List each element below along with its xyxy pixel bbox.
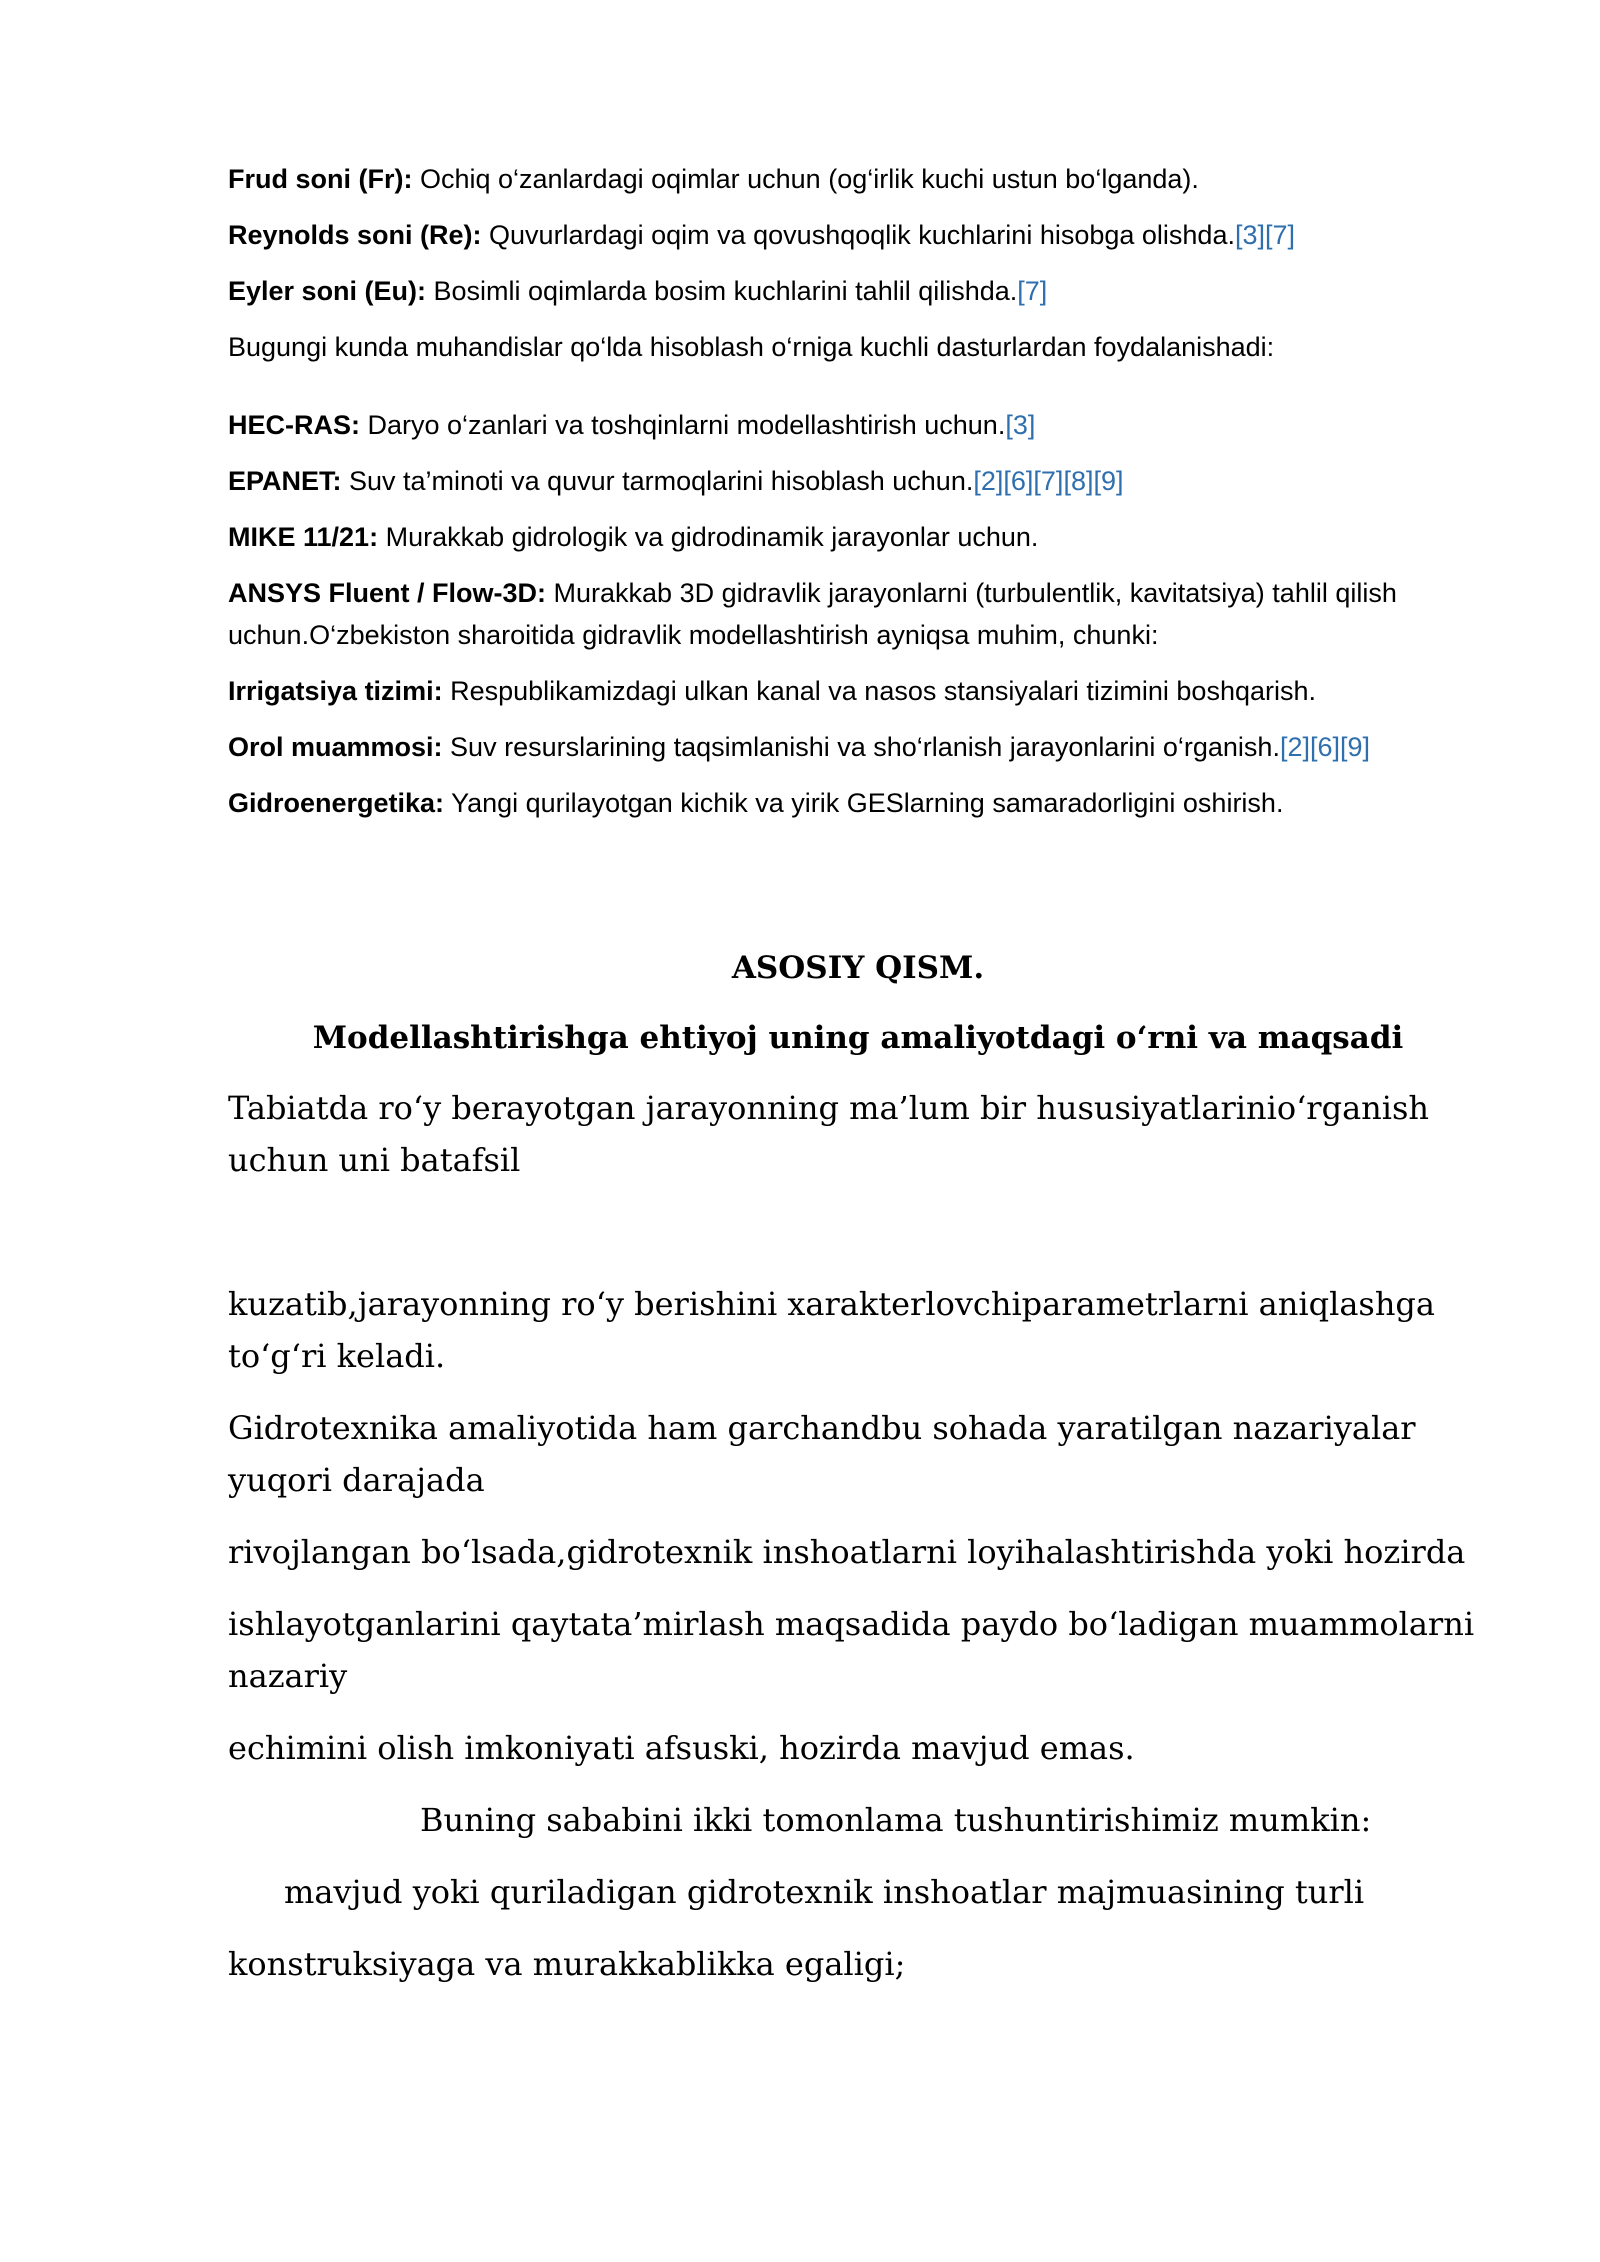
body-paragraph: ishlayotganlarini qaytata’mirlash maqsadida paydo bo‘ladigan muammolarni nazariy [228, 1605, 1475, 1695]
item-term: Gidroenergetika: [228, 788, 445, 818]
section-subheading: Modellashtirishga ehtiyoj uning amaliyotdagi o‘rni va maqsadi [312, 1020, 1404, 1056]
citation-link[interactable]: [2] [973, 466, 1004, 496]
body-paragraph: kuzatib,jarayonning ro‘y berishini xarakterlovchiparametrlarni aniqlashga to‘g‘ri keladi. [228, 1285, 1435, 1375]
citation-link[interactable]: [6] [1309, 732, 1341, 762]
item-text: Murakkab 3D gidravlik jarayonlarni (turbulentlik, kavitatsiya) tahlil qilish uchun.O‘zbekiston sharoitida gidravlik modellashtirish ayniqsa muhim, chunki: [228, 578, 1397, 650]
item-irrigation [228, 670, 1488, 712]
item-text: Yangi qurilayotgan kichik va yirik GESlarning samaradorligini oshirish. [444, 788, 1284, 818]
item-text: Suv ta’minoti va quvur tarmoqlarini hisoblash uchun. [341, 466, 974, 496]
citation-link[interactable]: [8] [1063, 466, 1094, 496]
item-term: Orol muammosi: [228, 732, 443, 762]
body-paragraph: rivojlangan bo‘lsada,gidrotexnik inshoatlarni loyihalashtirishda yoki hozirda [228, 1533, 1466, 1571]
item-text: Respublikamizdagi ulkan kanal va nasos stansiyalari tizimini boshqarish. [442, 676, 1317, 706]
citation-link[interactable]: [6] [1003, 466, 1034, 496]
citation-link[interactable]: [7] [1033, 466, 1064, 496]
item-text: Murakkab gidrologik va gidrodinamik jarayonlar uchun. [378, 522, 1039, 552]
item-text: Ochiq o‘zanlardagi oqimlar uchun (og‘irlik kuchi ustun bo‘lganda). [412, 164, 1199, 194]
item-froude [228, 158, 1488, 200]
citation-link[interactable]: [9] [1093, 466, 1124, 496]
software-intro: Bugungi kunda muhandislar qo‘lda hisoblash o‘rniga kuchli dasturlardan foydalanishadi: [228, 332, 1275, 362]
body-paragraph: Gidrotexnika amaliyotida ham garchandbu sohada yaratilgan nazariyalar yuqori darajada [228, 1409, 1416, 1499]
item-hydropower [228, 782, 1488, 824]
item-term: Eyler soni (Eu): [228, 276, 427, 306]
item-text: Suv resurslarining taqsimlanishi va sho‘rlanish jarayonlarini o‘rganish. [442, 732, 1280, 762]
item-text: Quvurlardagi oqim va qovushqoqlik kuchlarini hisobga olishda. [481, 220, 1235, 250]
item-euler [228, 270, 1488, 312]
item-term: Reynolds soni (Re): [228, 220, 482, 250]
item-term: ANSYS Fluent / Flow-3D: [228, 578, 547, 608]
citation-link[interactable]: [9] [1340, 732, 1371, 762]
citation-link[interactable]: [7] [1265, 220, 1296, 250]
citation-link[interactable]: [2] [1279, 732, 1310, 762]
item-reynolds [228, 214, 1488, 256]
item-text: Bosimli oqimlarda bosim kuchlarini tahlil qilishda. [426, 276, 1018, 306]
item-term: HEC-RAS: [228, 410, 360, 440]
body-paragraph: echimini olish imkoniyati afsuski, hozirda mavjud emas. [228, 1729, 1135, 1767]
item-epanet [228, 460, 1488, 502]
citation-link[interactable]: [3] [1234, 220, 1265, 250]
item-term: Irrigatsiya tizimi: [228, 676, 443, 706]
item-hec-ras [228, 404, 1488, 446]
item-text: Daryo o‘zanlari va toshqinlarni modellashtirish uchun. [360, 410, 1006, 440]
body-paragraph: Buning sababini ikki tomonlama tushuntirishimiz mumkin: [420, 1801, 1372, 1839]
item-term: MIKE 11/21: [228, 522, 379, 552]
item-mike [228, 516, 1488, 558]
item-aral [228, 726, 1488, 768]
body-paragraph: konstruksiyaga va murakkablikka egaligi; [228, 1945, 906, 1983]
document-content [228, 158, 1488, 1990]
citation-link[interactable]: [7] [1017, 276, 1048, 306]
item-term: Frud soni (Fr): [228, 164, 413, 194]
body-paragraph: Tabiatda ro‘y berayotgan jarayonning ma’lum bir hususiyatlarinio‘rganish uchun uni batafsil [228, 1089, 1430, 1179]
item-term: EPANET: [228, 466, 342, 496]
citation-link[interactable]: [3] [1005, 410, 1036, 440]
item-ansys [228, 572, 1488, 656]
body-paragraph: mavjud yoki quriladigan gidrotexnik inshoatlar majmuasining turli [284, 1873, 1365, 1911]
section-heading: ASOSIY QISM. [731, 950, 985, 986]
